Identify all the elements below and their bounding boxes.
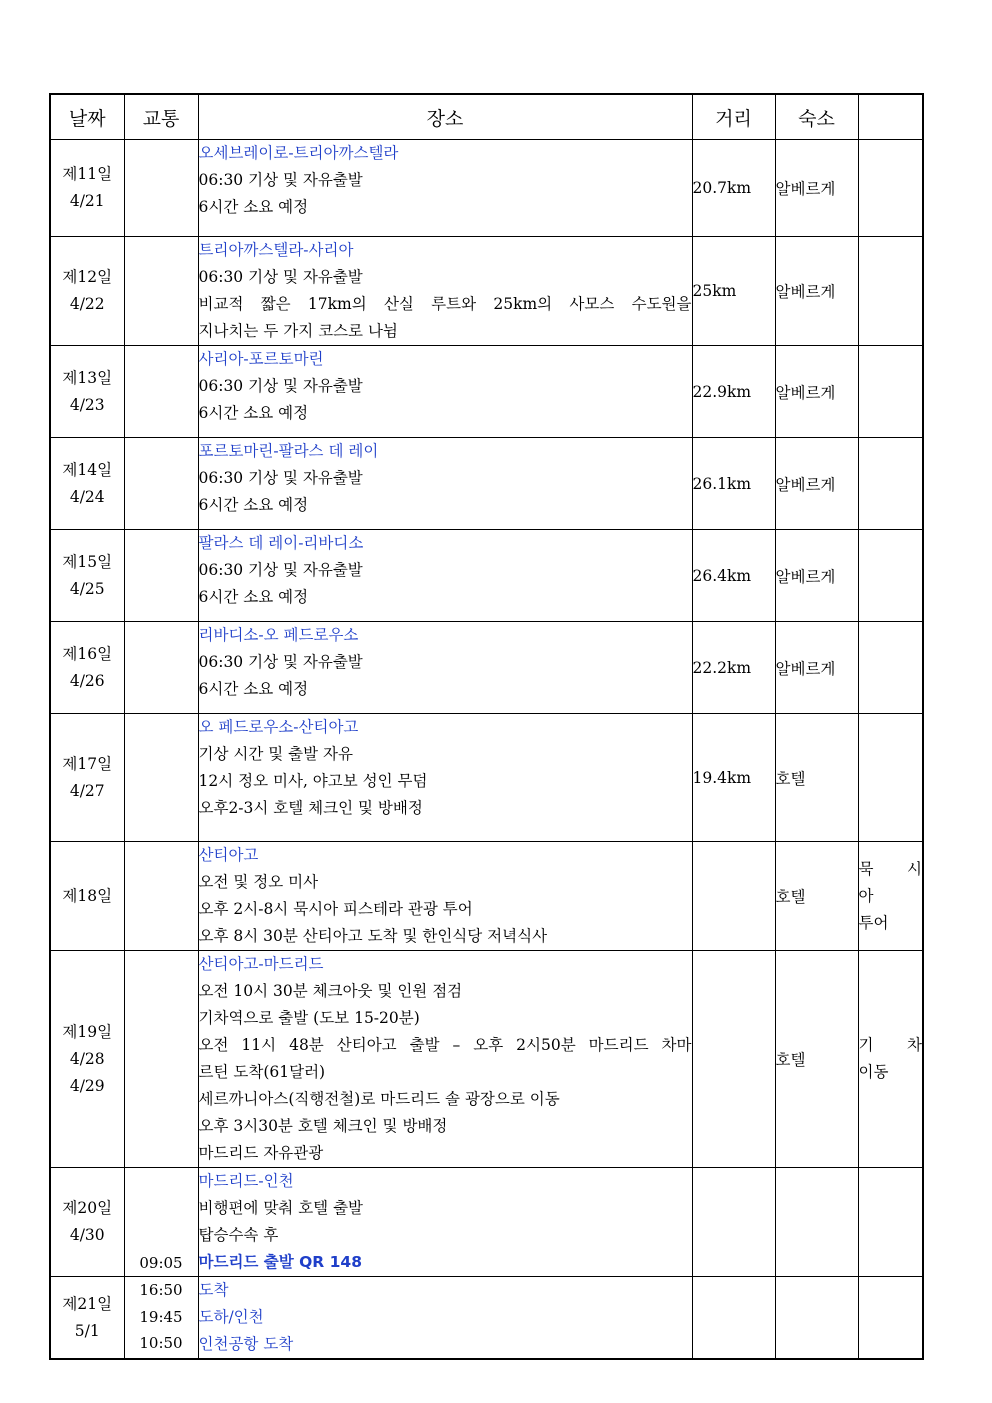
note-line: 이동 <box>858 1063 889 1081</box>
schedule-line: 오후 8시 30분 산티아고 도착 및 한인식당 저녁식사 <box>198 927 548 945</box>
header-lodging: 숙소 <box>775 94 858 140</box>
lodging-cell: 알베르게 <box>775 530 858 622</box>
header-place: 장소 <box>198 94 692 140</box>
schedule-line: 지나치는 두 가지 코스로 나뉨 <box>198 322 398 340</box>
date-label: 4/26 <box>69 671 105 690</box>
schedule-line: 6시간 소요 예정 <box>198 198 309 216</box>
distance-cell <box>692 1277 775 1360</box>
schedule-line: 마드리드 자유관광 <box>198 1144 324 1162</box>
table-row <box>50 1168 923 1277</box>
header-date: 날짜 <box>50 94 124 140</box>
schedule-line: 06:30 기상 및 자유출발 <box>198 171 363 189</box>
route-title: 리바디소-오 페드로우소 <box>198 626 359 644</box>
day-label: 제20일 <box>62 1199 113 1217</box>
note-cell <box>858 1277 923 1360</box>
schedule-line: 오전 및 정오 미사 <box>198 873 319 891</box>
transport-cell <box>124 951 198 1168</box>
date-label: 4/24 <box>69 487 105 506</box>
date-cell <box>50 842 124 951</box>
itinerary-table <box>49 93 924 1360</box>
date-cell <box>50 714 124 842</box>
schedule-line: 오후 3시30분 호텔 체크인 및 방배정 <box>198 1117 448 1135</box>
route-title: 산티아고-마드리드 <box>198 955 324 973</box>
distance-cell: 20.7km <box>692 140 775 237</box>
date-cell <box>50 1277 124 1360</box>
place-cell <box>198 438 692 530</box>
date-label: 4/22 <box>69 295 105 313</box>
stop-line: 도하/인천 <box>198 1308 264 1326</box>
note-cell <box>858 438 923 530</box>
table-row <box>50 951 923 1168</box>
table-row <box>50 714 923 842</box>
place-cell <box>198 842 692 951</box>
header-row <box>50 94 923 140</box>
table-row <box>50 1277 923 1360</box>
table-row <box>50 346 923 438</box>
distance-cell: 19.4km <box>692 714 775 842</box>
place-cell <box>198 1168 692 1277</box>
transport-cell <box>124 1168 198 1277</box>
schedule-line: 오전 11시 48분 산티아고 출발 – 오후 2시50분 마드리드 차마 <box>198 1036 692 1054</box>
distance-cell <box>692 1168 775 1277</box>
lodging-cell: 호텔 <box>775 842 858 951</box>
schedule-line: 06:30 기상 및 자유출발 <box>198 469 363 487</box>
date-cell <box>50 530 124 622</box>
day-label: 제19일 <box>62 1022 113 1041</box>
lodging-cell: 호텔 <box>775 951 858 1168</box>
transport-cell <box>124 622 198 714</box>
day-label: 제21일 <box>62 1294 113 1313</box>
table-row <box>50 237 923 346</box>
day-label: 제13일 <box>62 368 113 387</box>
day-label: 제12일 <box>62 268 113 286</box>
note-cell <box>858 237 923 346</box>
note-cell <box>858 951 923 1168</box>
date-label: 4/28 <box>69 1049 105 1068</box>
date-label: 4/25 <box>69 579 105 598</box>
date-cell <box>50 140 124 237</box>
note-cell <box>858 842 923 951</box>
date-cell <box>50 622 124 714</box>
day-label: 제11일 <box>62 165 113 183</box>
date-cell <box>50 237 124 346</box>
date-label: 4/29 <box>69 1076 105 1095</box>
place-cell <box>198 140 692 237</box>
note-cell <box>858 140 923 237</box>
transport-cell <box>124 1277 198 1360</box>
note-line: 아 <box>858 886 874 905</box>
distance-cell <box>692 951 775 1168</box>
route-title: 팔라스 데 레이-리바디소 <box>198 534 364 552</box>
day-label: 제15일 <box>62 552 113 571</box>
schedule-line: 오후2-3시 호텔 체크인 및 방배정 <box>198 799 423 817</box>
date-cell <box>50 346 124 438</box>
route-title: 포르토마린-팔라스 데 레이 <box>198 442 379 460</box>
schedule-line: 12시 정오 미사, 야고보 성인 무덤 <box>198 772 428 790</box>
arrival-time: 10:50 <box>139 1334 183 1352</box>
stop-line: 인천공항 도착 <box>198 1335 294 1353</box>
lodging-cell: 알베르게 <box>775 346 858 438</box>
distance-cell: 25km <box>692 237 775 346</box>
note-line: 묵 시 <box>858 859 922 878</box>
distance-cell: 26.4km <box>692 530 775 622</box>
schedule-line: 기차역으로 출발 (도보 15-20분) <box>198 1009 420 1027</box>
lodging-cell: 알베르게 <box>775 140 858 237</box>
day-label: 제17일 <box>62 754 113 773</box>
place-cell <box>198 622 692 714</box>
date-label: 5/1 <box>74 1321 100 1340</box>
place-cell <box>198 530 692 622</box>
header-transport: 교통 <box>124 94 198 140</box>
schedule-line: 6시간 소요 예정 <box>198 496 309 514</box>
departure-time: 09:05 <box>139 1253 183 1272</box>
date-label: 4/23 <box>69 395 105 414</box>
schedule-line: 06:30 기상 및 자유출발 <box>198 653 363 671</box>
lodging-cell <box>775 1168 858 1277</box>
table-row <box>50 140 923 237</box>
distance-cell <box>692 842 775 951</box>
day-label: 제14일 <box>62 460 113 479</box>
note-cell <box>858 622 923 714</box>
schedule-line: 오전 10시 30분 체크아웃 및 인원 점검 <box>198 982 463 1000</box>
date-cell <box>50 1168 124 1277</box>
schedule-line: 비교적 짧은 17km의 산실 루트와 25km의 사모스 수도원을 <box>198 295 692 313</box>
note-cell <box>858 1168 923 1277</box>
stop-line: 도착 <box>198 1281 229 1299</box>
date-label: 4/21 <box>69 192 105 210</box>
transport-cell <box>124 842 198 951</box>
table-row <box>50 622 923 714</box>
transport-cell <box>124 346 198 438</box>
date-label: 4/30 <box>69 1226 105 1244</box>
lodging-cell: 알베르게 <box>775 622 858 714</box>
route-title: 오 페드로우소-산티아고 <box>198 718 359 736</box>
schedule-line: 06:30 기상 및 자유출발 <box>198 377 363 395</box>
distance-cell: 22.2km <box>692 622 775 714</box>
day-label: 제16일 <box>62 644 113 663</box>
lodging-cell: 호텔 <box>775 714 858 842</box>
arrival-time: 19:45 <box>139 1307 183 1326</box>
schedule-line: 06:30 기상 및 자유출발 <box>198 561 363 579</box>
transport-cell <box>124 530 198 622</box>
route-title: 사리아-포르토마린 <box>198 350 324 368</box>
schedule-line: 기상 시간 및 출발 자유 <box>198 745 353 763</box>
schedule-line: 세르까니아스(직행전철)로 마드리드 솔 광장으로 이동 <box>198 1090 560 1108</box>
place-cell <box>198 346 692 438</box>
date-cell <box>50 951 124 1168</box>
table-row <box>50 842 923 951</box>
schedule-line: 6시간 소요 예정 <box>198 588 309 606</box>
route-title: 산티아고 <box>198 846 259 864</box>
transport-cell <box>124 714 198 842</box>
schedule-line: 르틴 도착(61달러) <box>198 1063 326 1081</box>
header-distance: 거리 <box>692 94 775 140</box>
route-title: 마드리드-인천 <box>198 1172 294 1190</box>
note-cell <box>858 530 923 622</box>
note-line: 기 차 <box>858 1036 922 1054</box>
place-cell <box>198 237 692 346</box>
note-cell <box>858 714 923 842</box>
date-label: 4/27 <box>69 781 105 800</box>
place-cell <box>198 951 692 1168</box>
lodging-cell <box>775 1277 858 1360</box>
arrival-time: 16:50 <box>139 1281 183 1299</box>
transport-cell <box>124 140 198 237</box>
place-cell <box>198 1277 692 1360</box>
distance-cell: 26.1km <box>692 438 775 530</box>
place-cell <box>198 714 692 842</box>
day-label: 제18일 <box>62 886 113 905</box>
lodging-cell: 알베르게 <box>775 438 858 530</box>
schedule-line: 비행편에 맞춰 호텔 출발 <box>198 1199 364 1217</box>
schedule-line: 탑승수속 후 <box>198 1226 279 1244</box>
note-line: 투어 <box>858 913 889 932</box>
schedule-line: 06:30 기상 및 자유출발 <box>198 268 363 286</box>
schedule-line: 오후 2시-8시 묵시아 피스테라 관광 투어 <box>198 900 473 918</box>
transport-cell <box>124 237 198 346</box>
schedule-line: 6시간 소요 예정 <box>198 680 309 698</box>
date-cell <box>50 438 124 530</box>
route-title: 오세브레이로-트리아까스텔라 <box>198 144 399 162</box>
transport-cell <box>124 438 198 530</box>
table-row <box>50 438 923 530</box>
lodging-cell: 알베르게 <box>775 237 858 346</box>
header-note <box>858 94 923 140</box>
flight-line: 마드리드 출발 QR 148 <box>198 1253 362 1271</box>
schedule-line: 6시간 소요 예정 <box>198 404 309 422</box>
distance-cell: 22.9km <box>692 346 775 438</box>
note-cell <box>858 346 923 438</box>
table-row <box>50 530 923 622</box>
route-title: 트리아까스텔라-사리아 <box>198 241 354 259</box>
